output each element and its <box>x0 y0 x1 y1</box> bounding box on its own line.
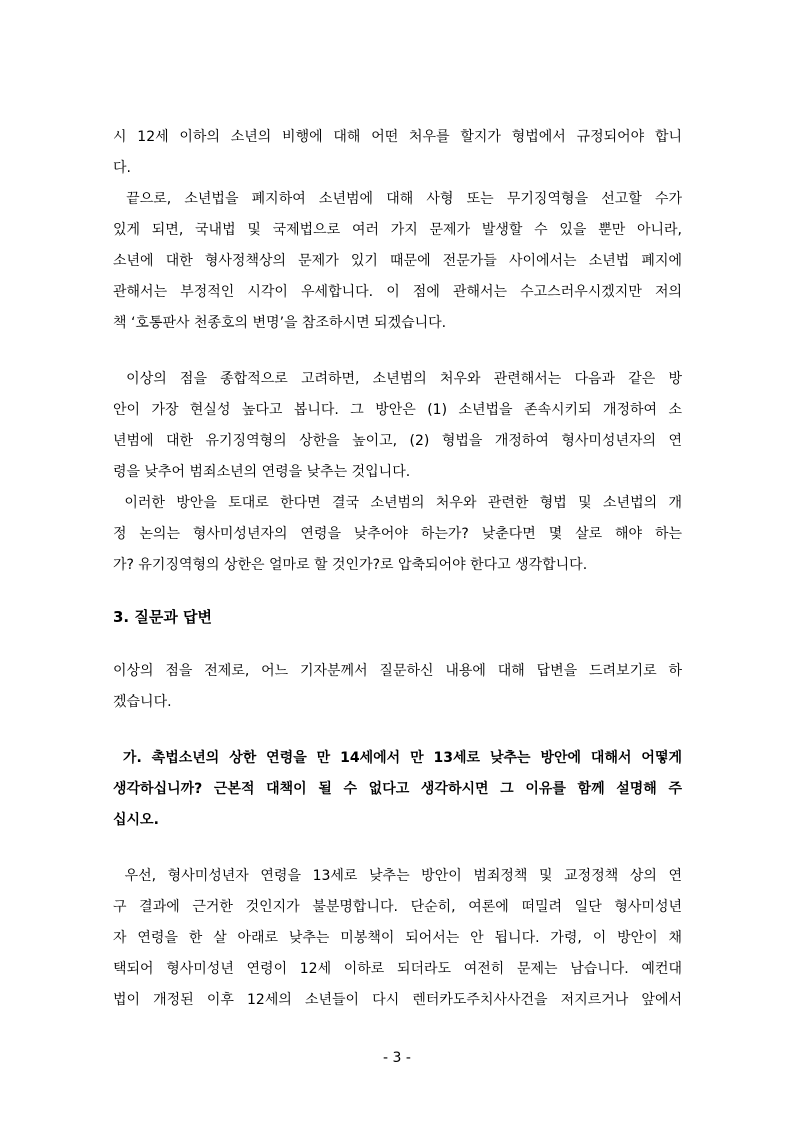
text-line: 다. <box>113 160 131 176</box>
text-line: 우선, 형사미성년자 연령을 13세로 낮추는 방안이 범죄정책 및 교정정책 상의 연 <box>113 868 682 884</box>
text-line: 소년에 대한 형사정책상의 문제가 있기 때문에 전문가들 사이에서는 소년법 폐지에 <box>113 253 682 269</box>
text-line: 관해서는 부정적인 시각이 우세합니다. 이 점에 관해서는 수고스러우시겠지만 저의 <box>113 284 682 300</box>
text-line: 안이 가장 현실성 높다고 봅니다. 그 방안은 (1) 소년법을 존속시키되 개정하여 소 <box>113 402 682 418</box>
text-line: 년범에 대한 유기징역형의 상한을 높이고, (2) 형법을 개정하여 형사미성년자의 연 <box>113 433 682 449</box>
text-line: 정 논의는 형사미성년자의 연령을 낮추어야 하는가? 낮춘다면 몇 살로 해야 하는 <box>113 526 682 542</box>
text-line: 구 결과에 근거한 것인지가 불분명합니다. 단순히, 여론에 떠밀려 일단 형사미성년 <box>113 899 682 915</box>
text-line: 끝으로, 소년법을 폐지하여 소년범에 대해 사형 또는 무기징역형을 선고할 수가 <box>113 191 682 207</box>
text-line: 이러한 방안을 토대로 한다면 결국 소년범의 처우와 관련한 형법 및 소년법의 개 <box>113 495 682 511</box>
text-line: 이상의 점을 전제로, 어느 기자분께서 질문하신 내용에 대해 답변을 드려보기로 하 <box>113 663 682 679</box>
text-line: 령을 낮추어 범죄소년의 연령을 낮추는 것입니다. <box>113 464 411 480</box>
page-number: - 3 - <box>383 1050 411 1066</box>
question-line: 생각하십니까? 근본적 대책이 될 수 없다고 생각하시면 그 이유를 함께 설명해 주 <box>113 781 682 797</box>
text-line: 있게 되면, 국내법 및 국제법으로 여러 가지 문제가 발생할 수 있을 뿐만 아니라, <box>113 222 682 238</box>
text-line: 책 ‘호통판사 천종호의 변명’을 참조하시면 되겠습니다. <box>113 315 447 331</box>
text-line: 자 연령을 한 살 아래로 낮추는 미봉책이 되어서는 안 됩니다. 가령, 이 방안이 채 <box>113 930 682 946</box>
question-line: 가. 촉법소년의 상한 연령을 만 14세에서 만 13세로 낮추는 방안에 대해서 어떻게 <box>113 750 682 766</box>
text-line: 택되어 형사미성년 연령이 12세 이하로 되더라도 여전히 문제는 남습니다. 예컨대 <box>113 961 682 977</box>
text-line: 시 12세 이하의 소년의 비행에 대해 어떤 처우를 할지가 형법에서 규정되어야 합니 <box>113 129 682 145</box>
text-line: 이상의 점을 종합적으로 고려하면, 소년범의 처우와 관련해서는 다음과 같은 방 <box>113 371 682 387</box>
section-heading: 3. 질문과 답변 <box>113 608 213 626</box>
question-line: 십시오. <box>113 812 159 828</box>
text-line: 겠습니다. <box>113 694 172 710</box>
text-line: 법이 개정된 이후 12세의 소년들이 다시 렌터카도주치사사건을 저지르거나 앞에서 <box>113 992 682 1008</box>
text-line: 가? 유기징역형의 상한은 얼마로 할 것인가?로 압축되어야 한다고 생각합니다. <box>113 557 588 573</box>
